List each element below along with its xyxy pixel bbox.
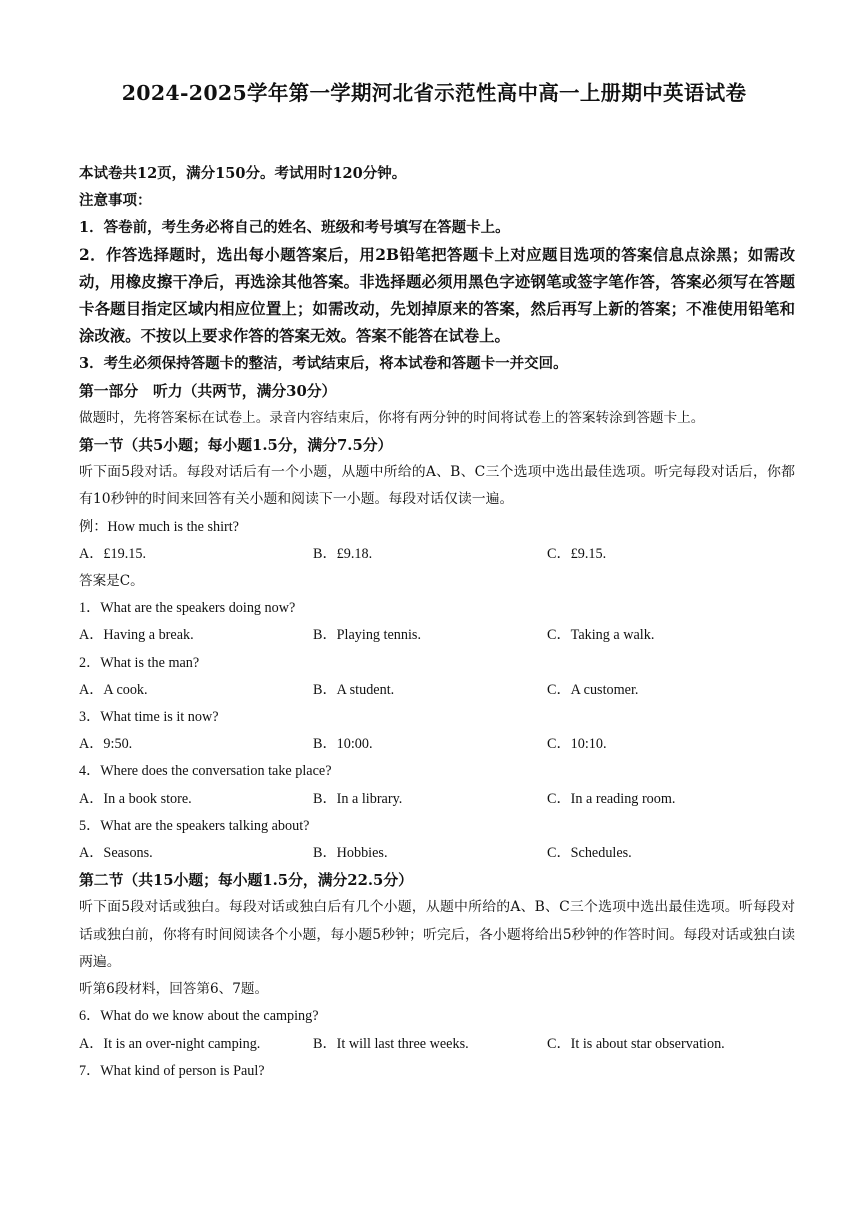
question-2-option-b: B．A student.: [313, 681, 395, 698]
question-1-option-c: C．Taking a walk.: [547, 627, 655, 644]
exam-content: [79, 160, 795, 1085]
section2-heading: 第二节（共15小题；每小题1.5分，满分22.5分）: [79, 872, 413, 890]
notice-heading: 注意事项：: [79, 192, 152, 210]
question-3-option-b: B．10:00.: [313, 736, 373, 753]
example-option-a: A．£19.15.: [79, 545, 146, 562]
question-4-option-b: B．In a library.: [313, 790, 403, 807]
example-option-c: C．£9.15.: [547, 545, 607, 562]
part1-instruction: 做题时，先将答案标在试卷上。录音内容结束后，你将有两分钟的时间将试卷上的答案转涂到答题卡上。: [79, 409, 705, 426]
question-5-option-c: C．Schedules.: [547, 845, 632, 862]
section1-instruction: 听下面5段对话。每段对话后有一个小题，从题中所给的A、B、C三个选项中选出最佳选项。听完每段对话后，你都有10秒钟的时间来回答有关小题和阅读下一小题。每段对话仅读一遍。: [79, 464, 795, 508]
rule-2: 2．作答选择题时，选出每小题答案后，用2B铅笔把答题卡上对应题目选项的答案信息点涂黑；如需改动，用橡皮擦干净后，再选涂其他答案。非选择题必须用黑色字迹钢笔或签字笔作答，答案必须写在答题卡各题目指定区域内相应位置上；如需改动，先划掉原来的答案，然后再写上新的答案；不准使用铅笔和涂改液。不按以上要求作答的答案无效。答案不能答在试卷上。: [79, 245, 795, 346]
question-6-options: [79, 1031, 795, 1058]
exam-summary: 本试卷共12页，满分150分。考试用时120分钟。: [79, 165, 407, 182]
question-7: 7．What kind of person is Paul?: [79, 1062, 265, 1079]
question-6: 6．What do we know about the camping?: [79, 1008, 319, 1025]
question-5-options: [79, 840, 795, 867]
question-4-option-a: A．In a book store.: [79, 790, 192, 807]
question-1-options: [79, 622, 795, 649]
question-1: 1．What are the speakers doing now?: [79, 600, 296, 617]
question-2-options: [79, 677, 795, 704]
section2-instruction: 听下面5段对话或独白。每段对话或独白后有几个小题，从题中所给的A、B、C三个选项中选出最佳选项。听每段对话或独白前，你将有时间阅读各个小题，每小题5秒钟；听完后，各小题将给出5秒钟的作答时间。每段对话或独白读两遍。: [79, 899, 795, 970]
section1-heading: 第一节（共5小题；每小题1.5分，满分7.5分）: [79, 437, 393, 455]
rule-1: 1．答卷前，考生务必将自己的姓名、班级和考号填写在答题卡上。: [79, 219, 510, 237]
question-4-options: [79, 786, 795, 813]
question-5-option-a: A．Seasons.: [79, 845, 153, 862]
rule-3: 3．考生必须保持答题卡的整洁，考试结束后，将本试卷和答题卡一并交回。: [79, 355, 568, 373]
question-5: 5．What are the speakers talking about?: [79, 817, 310, 834]
exam-title: 2024-2025学年第一学期河北省示范性高中高一上册期中英语试卷: [121, 81, 747, 105]
material-note: 听第6段材料，回答第6、7题。: [79, 981, 269, 998]
question-6-option-c: C．It is about star observation.: [547, 1035, 725, 1052]
question-4: 4．Where does the conversation take place?: [79, 763, 332, 780]
question-2: 2．What is the man?: [79, 654, 200, 671]
question-3-option-a: A．9:50.: [79, 736, 133, 753]
question-6-option-a: A．It is an over-night camping.: [79, 1035, 261, 1052]
question-5-option-b: B．Hobbies.: [313, 845, 388, 862]
part1-heading: 第一部分 听力（共两节，满分30分）: [79, 382, 337, 400]
example-question: 例：How much is the shirt?: [79, 518, 239, 535]
question-3: 3．What time is it now?: [79, 709, 219, 726]
question-2-option-c: C．A customer.: [547, 681, 639, 698]
question-1-option-b: B．Playing tennis.: [313, 627, 421, 644]
question-6-option-b: B．It will last three weeks.: [313, 1035, 469, 1052]
question-3-option-c: C．10:10.: [547, 736, 607, 753]
example-option-b: B．£9.18.: [313, 545, 373, 562]
question-3-options: [79, 731, 795, 758]
question-1-option-a: A．Having a break.: [79, 627, 194, 644]
question-2-option-a: A．A cook.: [79, 681, 148, 698]
question-4-option-c: C．In a reading room.: [547, 790, 676, 807]
example-options: [79, 541, 795, 568]
example-answer: 答案是C。: [79, 573, 144, 590]
